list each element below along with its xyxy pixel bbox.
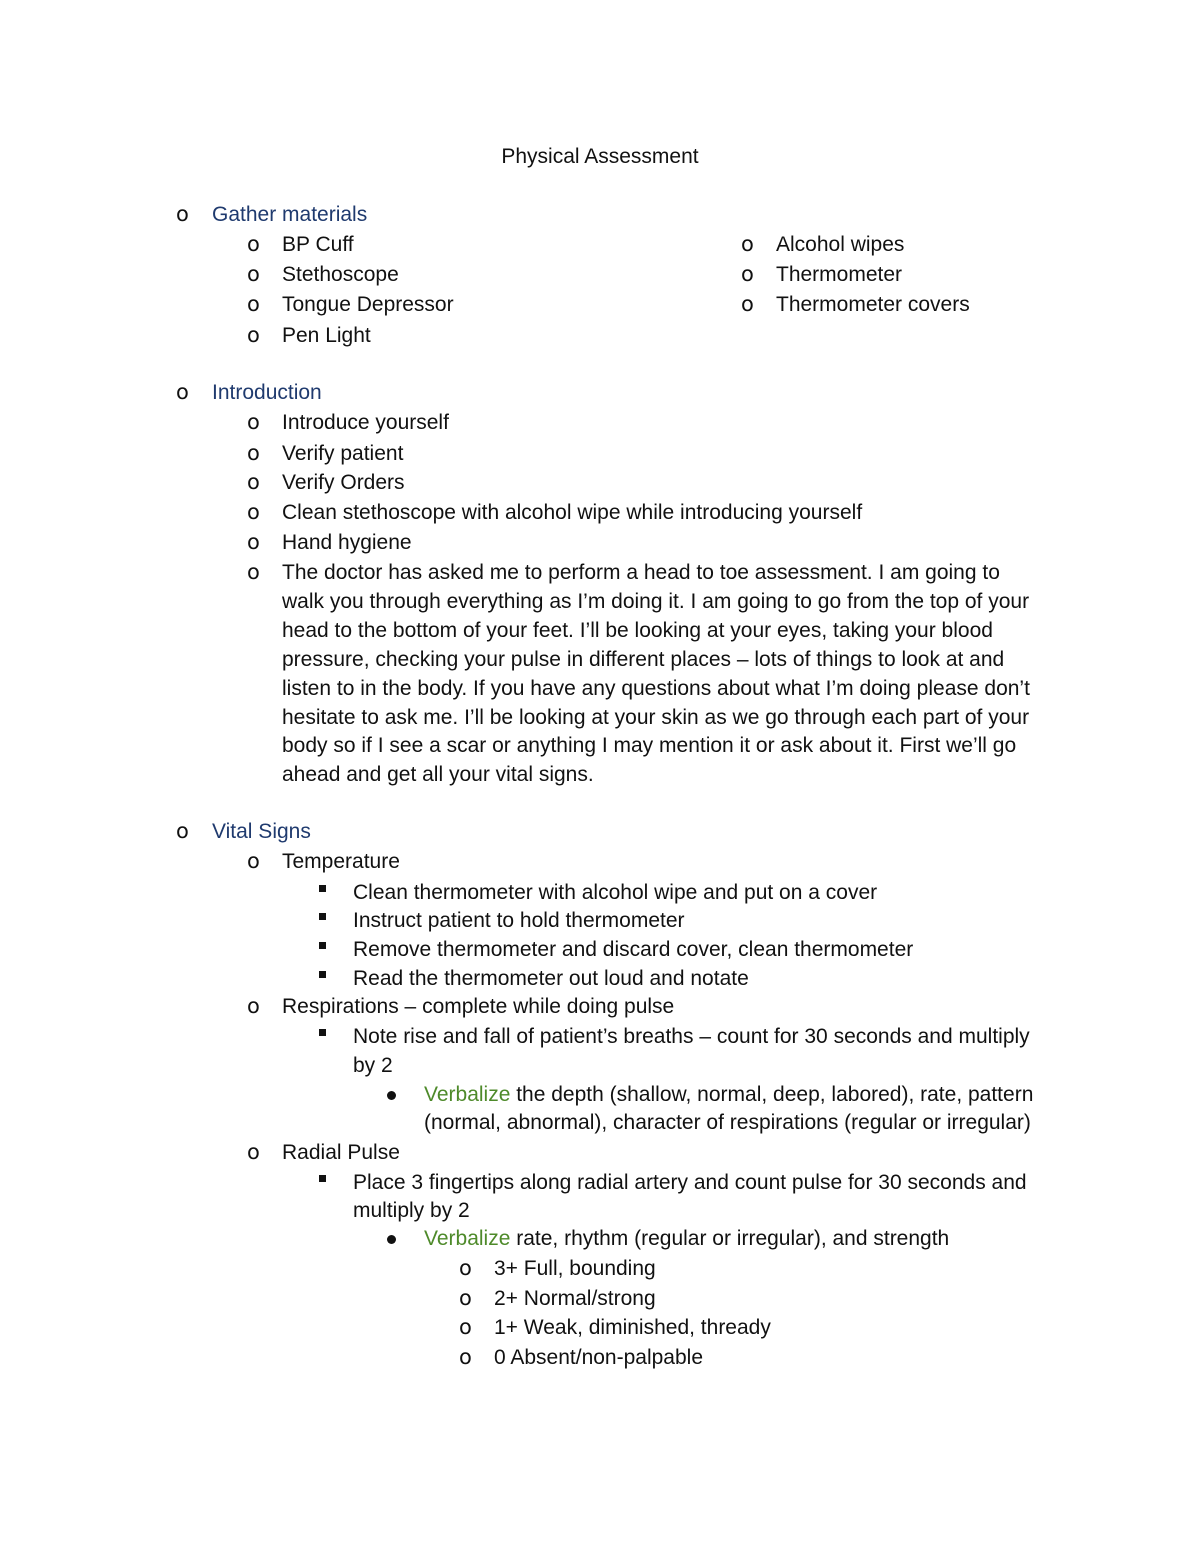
hollow-bullet-icon: o [459, 1345, 472, 1369]
hollow-bullet-icon: o [176, 202, 189, 226]
script-line: walk you through everything as I’m doing it. I am going to go from the top of your [282, 590, 1030, 613]
script-line: ahead and get all your vital signs. [282, 763, 594, 786]
hollow-bullet-icon: o [247, 560, 260, 584]
list-item: Verify Orders [282, 471, 405, 494]
script-line: head to the bottom of your feet. I’ll be looking at your eyes, taking your blood [282, 619, 993, 642]
hollow-bullet-icon: o [247, 994, 260, 1018]
hollow-bullet-icon: o [459, 1315, 472, 1339]
verbalize-text: the depth (shallow, normal, deep, labored), rate, pattern [510, 1083, 1034, 1106]
list-item: Hand hygiene [282, 531, 412, 554]
list-item-continuation: by 2 [353, 1054, 393, 1077]
page-title: Physical Assessment [501, 145, 699, 168]
pulse-grade: 3+ Full, bounding [494, 1257, 656, 1280]
subsection-radial-pulse: Radial Pulse [282, 1141, 400, 1164]
hollow-bullet-icon: o [247, 292, 260, 316]
hollow-bullet-icon: o [176, 380, 189, 404]
hollow-bullet-icon: o [176, 819, 189, 843]
hollow-bullet-icon: o [247, 262, 260, 286]
verbalize-keyword: Verbalize [424, 1227, 511, 1250]
list-item-continuation: multiply by 2 [353, 1199, 470, 1222]
square-bullet-icon [319, 885, 326, 892]
script-line: pressure, checking your pulse in different places – lots of things to look at and [282, 648, 1005, 671]
square-bullet-icon [319, 971, 326, 978]
script-line: body so if I see a scar or anything I may mention it or ask about it. First we’ll go [282, 734, 1017, 757]
subsection-temperature: Temperature [282, 850, 400, 873]
square-bullet-icon [319, 942, 326, 949]
list-item: Thermometer covers [776, 293, 970, 316]
script-line: The doctor has asked me to perform a head to toe assessment. I am going to [282, 561, 1000, 584]
hollow-bullet-icon: o [247, 470, 260, 494]
hollow-bullet-icon: o [247, 232, 260, 256]
section-heading-vital-signs: Vital Signs [212, 820, 311, 843]
hollow-bullet-icon: o [459, 1286, 472, 1310]
hollow-bullet-icon: o [247, 1140, 260, 1164]
pulse-grade: 1+ Weak, diminished, thready [494, 1316, 771, 1339]
verbalize-text: rate, rhythm (regular or irregular), and strength [510, 1227, 950, 1250]
hollow-bullet-icon: o [247, 323, 260, 347]
verbalize-keyword: Verbalize [424, 1083, 511, 1106]
pulse-grade: 0 Absent/non-palpable [494, 1346, 704, 1369]
section-heading-gather: Gather materials [212, 203, 368, 226]
list-item: Clean thermometer with alcohol wipe and put on a cover [353, 881, 878, 904]
list-item: Place 3 fingertips along radial artery and count pulse for 30 seconds and [353, 1171, 1027, 1194]
hollow-bullet-icon: o [247, 500, 260, 524]
list-item: Read the thermometer out loud and notate [353, 967, 749, 990]
round-bullet-icon [387, 1091, 396, 1100]
round-bullet-icon [387, 1235, 396, 1244]
list-item: Verify patient [282, 442, 404, 465]
list-item: Tongue Depressor [282, 293, 454, 316]
hollow-bullet-icon: o [459, 1256, 472, 1280]
square-bullet-icon [319, 913, 326, 920]
script-line: listen to in the body. If you have any questions about what I’m doing please don’t [282, 677, 1030, 700]
list-item: Note rise and fall of patient’s breaths – count for 30 seconds and multiply [353, 1025, 1030, 1048]
list-item: Alcohol wipes [776, 233, 905, 256]
subsection-respirations: Respirations – complete while doing pulse [282, 995, 675, 1018]
hollow-bullet-icon: o [247, 849, 260, 873]
list-item: Pen Light [282, 324, 371, 347]
hollow-bullet-icon: o [247, 410, 260, 434]
hollow-bullet-icon: o [741, 292, 754, 316]
list-item: BP Cuff [282, 233, 354, 256]
hollow-bullet-icon: o [247, 441, 260, 465]
verbalize-line [424, 1224, 949, 1253]
list-item: Thermometer [776, 263, 903, 286]
square-bullet-icon [319, 1175, 326, 1182]
verbalize-continuation: (normal, abnormal), character of respirations (regular or irregular) [424, 1111, 1031, 1134]
list-item: Stethoscope [282, 263, 399, 286]
section-heading-introduction: Introduction [212, 381, 322, 404]
pulse-grade: 2+ Normal/strong [494, 1287, 656, 1310]
list-item: Introduce yourself [282, 411, 449, 434]
hollow-bullet-icon: o [247, 530, 260, 554]
list-item: Clean stethoscope with alcohol wipe while introducing yourself [282, 501, 863, 524]
script-line: hesitate to ask me. I’ll be looking at your skin as we go through each part of your [282, 706, 1030, 729]
square-bullet-icon [319, 1029, 326, 1036]
hollow-bullet-icon: o [741, 262, 754, 286]
verbalize-line [424, 1080, 1033, 1109]
hollow-bullet-icon: o [741, 232, 754, 256]
list-item: Remove thermometer and discard cover, clean thermometer [353, 938, 914, 961]
list-item: Instruct patient to hold thermometer [353, 909, 685, 932]
